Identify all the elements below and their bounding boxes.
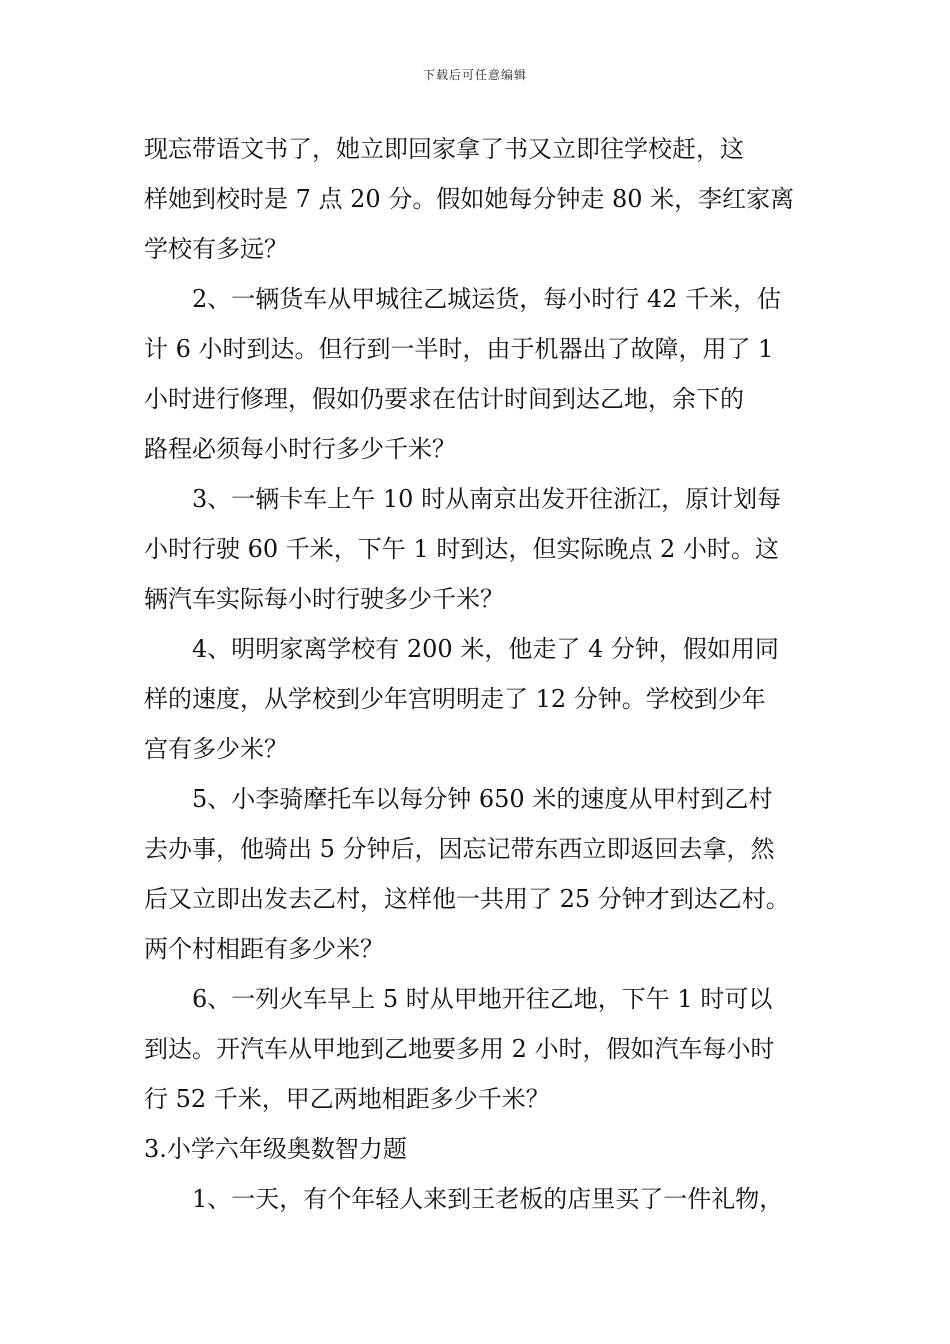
text-line: 小时进行修理，假如仍要求在估计时间到达乙地，余下的 [144,385,744,413]
text-line: 后又立即出发去乙村，这样他一共用了 25 分钟才到达乙村。 [144,885,790,913]
page-header: 下载后可任意编辑 [422,68,527,82]
problem-2-start: 2、一辆货车从甲城往乙城运货，每小时行 42 千米，估 [192,285,782,313]
text-line: 样她到校时是 7 点 20 分。假如她每分钟走 80 米，李红家离 [144,185,795,213]
problem-6-start: 6、一列火车早上 5 时从甲地开往乙地，下午 1 时可以 [192,985,773,1013]
problem-4-start: 4、明明家离学校有 200 米，他走了 4 分钟，假如用同 [192,635,779,663]
text-line: 路程必须每小时行多少千米？ [144,435,456,463]
text-line: 辆汽车实际每小时行驶多少千米？ [144,585,504,613]
puzzle-1-start: 1、一天，有个年轻人来到王老板的店里买了一件礼物， [192,1185,784,1213]
text-line: 现忘带语文书了，她立即回家拿了书又立即往学校赶，这 [144,135,744,163]
document-body [144,124,824,1224]
text-line: 到达。开汽车从甲地到乙地要多用 2 小时，假如汽车每小时 [144,1035,775,1063]
problem-5-start: 5、小李骑摩托车以每分钟 650 米的速度从甲村到乙村 [192,785,773,813]
problem-3-start: 3、一辆卡车上午 10 时从南京出发开往浙江，原计划每 [192,485,782,513]
text-line: 小时行驶 60 千米，下午 1 时到达，但实际晚点 2 小时。这 [144,535,779,563]
text-line: 学校有多远？ [144,235,288,263]
text-line: 行 52 千米，甲乙两地相距多少千米？ [144,1085,550,1113]
text-line: 样的速度，从学校到少年宫明明走了 12 分钟。学校到少年 [144,685,766,713]
section-heading: 3.小学六年级奥数智力题 [144,1135,407,1163]
text-line: 宫有多少米？ [144,735,288,763]
text-line: 去办事，他骑出 5 分钟后，因忘记带东西立即返回去拿，然 [144,835,775,863]
text-line: 两个村相距有多少米？ [144,935,384,963]
text-line: 计 6 小时到达。但行到一半时，由于机器出了故障，用了 1 [144,335,774,363]
